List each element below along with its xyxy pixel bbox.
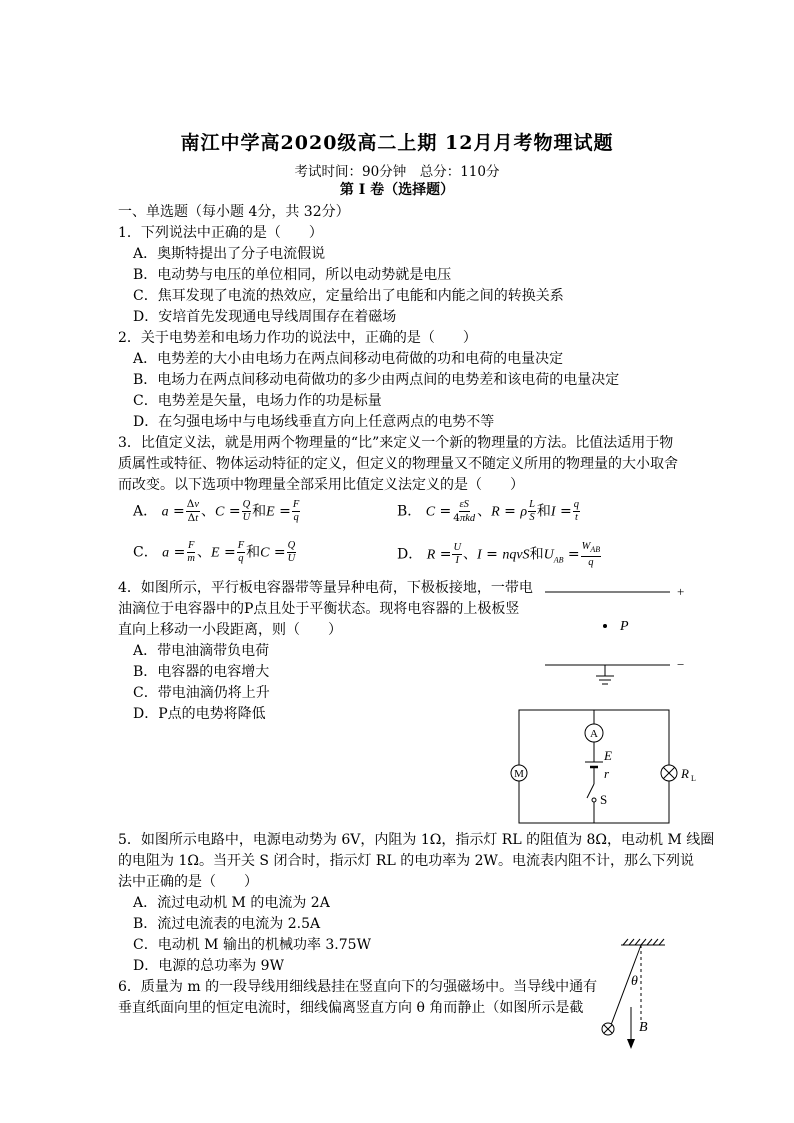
q3-option-d-label: D． xyxy=(397,546,423,563)
q3-option-c-label: C． xyxy=(133,544,158,561)
q4-option-b: B．电容器的电容增大 xyxy=(133,664,270,680)
q3-option-d: D． R = $\frac{U}{I}$ 、I = nqvS和$U_{AB}$ = $\frac{W_{AB}}{q}$ xyxy=(397,541,601,569)
minus-sign: − xyxy=(677,657,685,672)
q2-option-c: C．电势差是矢量，电场力作的功是标量 xyxy=(133,393,382,409)
lamp-subscript: L xyxy=(691,774,696,783)
capacitor-figure xyxy=(540,580,700,690)
q6-stem-line1: 6．质量为 m 的一段导线用细线悬挂在竖直向下的匀强磁场中。当导线中通有 xyxy=(118,979,598,995)
exam-info: 考试时间：90分钟 总分：110分 xyxy=(294,164,500,180)
q3-option-a: A． a = $\frac{\Delta v}{\Delta t}$ 、C = $\frac{Q}{U}$ 和E = $\frac{F}{q}$ xyxy=(133,498,300,524)
angle-label: θ xyxy=(631,974,638,989)
q1-option-b: B．电动势与电压的单位相同，所以电动势就是电压 xyxy=(133,267,452,283)
q3-option-a-label: A． xyxy=(133,503,158,520)
page-title: 南江中学高2020级高二上期 12月月考物理试题 xyxy=(180,132,614,154)
q3-option-b-label: B． xyxy=(397,503,422,520)
lamp-label: R xyxy=(681,766,689,781)
field-label: B xyxy=(639,1020,648,1035)
q1-option-d: D．安培首先发现通电导线周围存在着磁场 xyxy=(133,309,397,325)
ceiling-hatch xyxy=(623,939,664,945)
plus-sign: + xyxy=(677,584,685,599)
q2-option-b: B．电场力在两点间移动电荷做功的多少由两点间的电势差和该电荷的电量决定 xyxy=(133,372,620,388)
q3-stem-line3: 而改变。以下选项中物理量全部采用比值定义法定义的是（ ） xyxy=(118,477,524,493)
and-word: 和 xyxy=(529,546,544,563)
q3-stem-line1: 3．比值定义法，就是用两个物理量的“比”来定义一个新的物理量的方法。比值法适用于物 xyxy=(118,435,674,451)
q4-stem-line3: 直向上移动一小段距离，则（ ） xyxy=(118,622,342,638)
q5-option-d: D．电源的总功率为 9W xyxy=(133,958,284,974)
q1-stem: 1．下列说法中正确的是（ ） xyxy=(118,225,323,241)
q5-option-b: B．流过电流表的电流为 2.5A xyxy=(133,916,321,932)
q1-option-c: C．焦耳发现了电流的热效应，定量给出了电能和内能之间的转换关系 xyxy=(133,288,564,304)
point-p-dot xyxy=(603,624,607,628)
q4-option-a: A．带电油滴带负电荷 xyxy=(133,643,270,659)
q4-option-d: D．P点的电势将降低 xyxy=(133,706,266,722)
ammeter-label: A xyxy=(590,728,598,740)
q5-stem-line2: 的电阻为 1Ω。当开关 S 闭合时，指示灯 RL 的电功率为 2W。电流表内阻不计，那么下列说 xyxy=(118,853,694,869)
internal-resistance-label: r xyxy=(604,766,610,781)
q2-option-d: D．在匀强电场中与电场线垂直方向上任意两点的电势不等 xyxy=(133,414,495,430)
q3-option-c: C． a = $\frac{F}{m}$ 、E = $\frac{F}{q}$ 和C = $\frac{Q}{U}$ xyxy=(133,540,296,564)
q5-stem-line1: 5．如图所示电路中，电源电动势为 6V，内阻为 1Ω，指示灯 RL 的阻值为 8Ω，电动机 M 线圈 xyxy=(118,832,715,848)
pendulum-figure xyxy=(595,935,675,1055)
field-arrow-head xyxy=(627,1039,635,1049)
section-heading: 一、单选题（每小题 4分，共 32分） xyxy=(118,204,350,220)
switch-icon xyxy=(587,784,594,798)
q5-option-c: C．电动机 M 输出的机械功率 3.75W xyxy=(133,937,371,953)
and-word: 和 xyxy=(536,503,551,520)
volume-heading: 第 I 卷（选择题） xyxy=(339,182,455,198)
q6-stem-line2: 垂直纸面向里的恒定电流时，细线偏离竖直方向 θ 角而静止（如图所示是截 xyxy=(118,1000,584,1016)
point-p-label: P xyxy=(620,619,629,634)
q3-option-b: B． C = $\frac{\varepsilon S}{\text{4πkd}}$ 、R = ρ $\frac{L}{S}$ 和I = $\frac{q}{t}$ xyxy=(397,499,580,524)
and-word: 和 xyxy=(246,544,261,561)
q2-option-a: A．电势差的大小由电场力在两点间移动电荷做的功和电荷的电量决定 xyxy=(133,351,564,367)
q4-option-c: C．带电油滴仍将上升 xyxy=(133,685,270,701)
q3-stem-line2: 质属性或特征、物体运动特征的定义，但定义的物理量又不随定义所用的物理量的大小取舍 xyxy=(118,456,678,472)
q2-stem: 2．关于电势差和电场力作功的说法中，正确的是（ ） xyxy=(118,330,477,346)
switch-label: S xyxy=(600,792,608,807)
q1-option-a: A．奥斯特提出了分子电流假说 xyxy=(133,246,326,262)
emf-label: E xyxy=(604,748,612,763)
and-word: 和 xyxy=(252,503,267,520)
q5-option-a: A．流过电动机 M 的电流为 2A xyxy=(133,895,330,911)
q4-stem-line1: 4．如图所示，平行板电容器带等量异种电荷，下极板接地，一带电 xyxy=(118,580,533,596)
q5-stem-line3: 法中正确的是（ ） xyxy=(118,874,258,890)
q4-stem-line2: 油滴位于电容器中的P点且处于平衡状态。现将电容器的上极板竖 xyxy=(118,601,520,617)
motor-label: M xyxy=(514,768,524,780)
circuit-figure xyxy=(505,700,715,830)
